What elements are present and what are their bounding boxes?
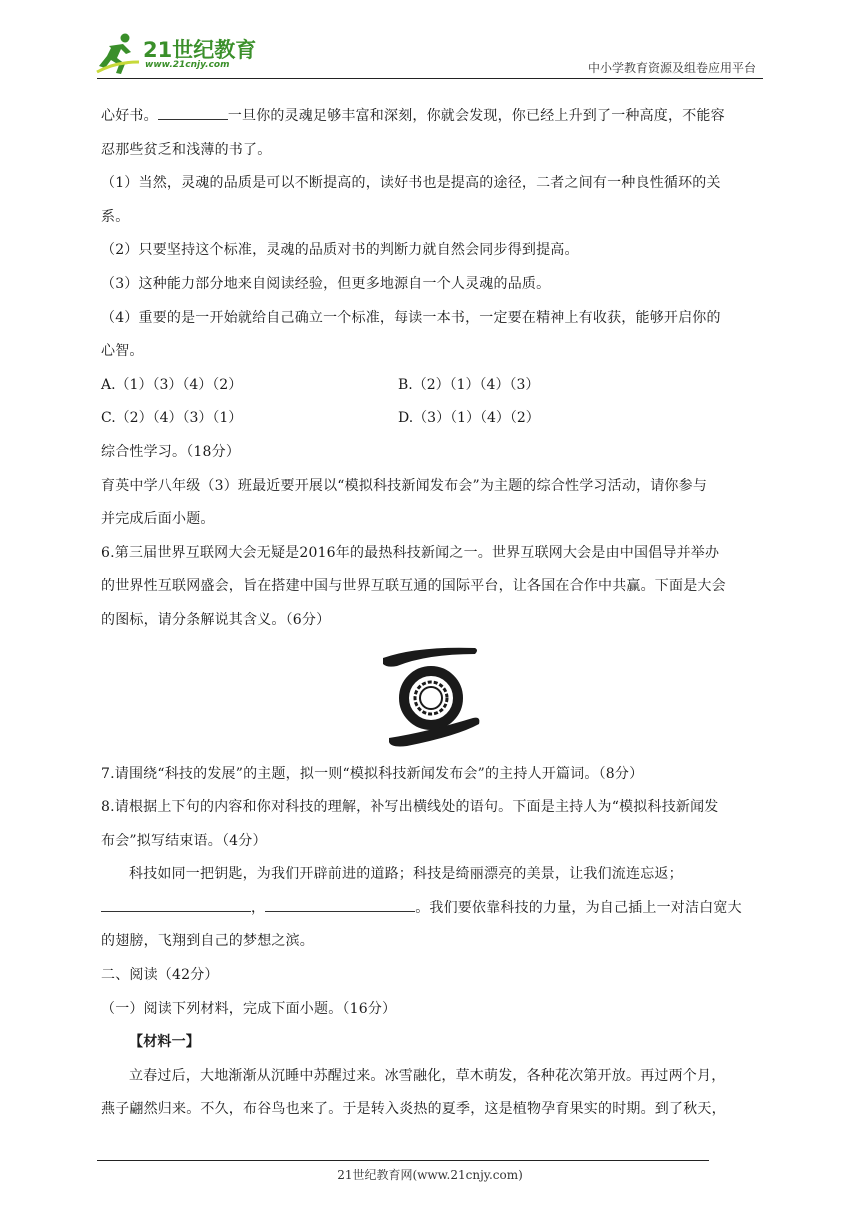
question-6: 6.第三届世界互联网大会无疑是2016年的最热科技新闻之一。世界互联网大会是由中国倡导并举办 <box>101 544 720 561</box>
question-6-cont: 的图标，请分条解说其含义。（6分） <box>101 611 331 628</box>
question-8: 8.请根据上下句的内容和你对科技的理解，补写出横线处的语句。下面是主持人为“模拟科技新闻发 <box>101 799 719 816</box>
site-logo <box>95 32 265 78</box>
document-body <box>101 100 764 1127</box>
option-d: D.（3）（1）（4）（2） <box>398 410 540 427</box>
material-label: 【材料一】 <box>129 1034 200 1051</box>
sentence-1: （1）当然，灵魂的品质是可以不断提高的，读好书也是提高的途径，二者之间有一种良性循环的关 <box>101 175 721 192</box>
question-8-cont: 布会”拟写结束语。（4分） <box>101 832 267 849</box>
conference-emblem-figure <box>101 638 764 758</box>
options-row-1 <box>101 369 764 403</box>
question-7: 7.请围绕“科技的发展”的主题，拟一则“模拟科技新闻发布会”的主持人开篇词。（8分） <box>101 765 644 782</box>
reading-subheading: （一）阅读下列材料，完成下面小题。（16分） <box>101 1000 397 1017</box>
question-6-cont: 的世界性互联网盛会，旨在搭建中国与世界互联互通的国际平台，让各国在合作中共赢。下面是大会 <box>101 578 726 595</box>
sentence-1-cont: 系。 <box>101 208 130 225</box>
page-header <box>0 0 860 80</box>
conference-emblem-icon <box>377 642 485 750</box>
header-divider <box>97 78 763 79</box>
reading-heading: 二、阅读（42分） <box>101 967 219 984</box>
logo-url: www.21cnjy.com <box>145 60 230 70</box>
material-paragraph-cont: 燕子翩然归来。不久，布谷鸟也来了。于是转入炎热的夏季，这是植物孕育果实的时期。到了秋天， <box>101 1101 726 1118</box>
question-8-end: 的翅膀，飞翔到自己的梦想之滨。 <box>101 933 314 950</box>
question-8-blanks: ， 。我们要依靠科技的力量，为自己插上一对洁白宽大 <box>101 892 764 926</box>
question-8-passage: 科技如同一把钥匙，为我们开辟前进的道路；科技是绮丽漂亮的美景，让我们流连忘返； <box>129 866 683 883</box>
option-b: B.（2）（1）（4）（3） <box>398 376 540 393</box>
material-paragraph: 立春过后，大地渐渐从沉睡中苏醒过来。冰雪融化，草木萌发，各种花次第开放。再过两个月， <box>129 1067 726 1084</box>
text-line: 忍那些贫乏和浅薄的书了。 <box>101 141 272 158</box>
answer-blank <box>265 897 415 912</box>
logo-text: 21世纪教育 <box>143 38 257 62</box>
page-footer: 21世纪教育网(www.21cnjy.com) <box>337 1168 523 1182</box>
intro-line: 并完成后面小题。 <box>101 511 215 528</box>
answer-blank <box>158 105 228 120</box>
intro-line: 育英中学八年级（3）班最近要开展以“模拟科技新闻发布会”为主题的综合性学习活动，请你参与 <box>101 477 708 494</box>
section-heading: 综合性学习。（18分） <box>101 443 241 460</box>
option-c: C.（2）（4）（3）（1） <box>101 410 243 427</box>
answer-blank <box>101 897 251 912</box>
sentence-2: （2）只要坚持这个标准，灵魂的品质对书的判断力就自然会同步得到提高。 <box>101 242 579 259</box>
sentence-4-cont: 心智。 <box>101 343 144 360</box>
sentence-4: （4）重要的是一开始就给自己确立一个标准，每读一本书，一定要在精神上有收获，能够开启你的 <box>101 309 721 326</box>
option-a: A.（1）（3）（4）（2） <box>101 376 243 393</box>
text-line: 心好书。 一旦你的灵魂足够丰富和深刻，你就会发现，你已经上升到了一种高度，不能容 <box>101 100 764 134</box>
sentence-3: （3）这种能力部分地来自阅读经验，但更多地源自一个人灵魂的品质。 <box>101 275 551 292</box>
options-row-2 <box>101 402 764 436</box>
runner-icon <box>95 32 141 76</box>
platform-title: 中小学教育资源及组卷应用平台 <box>587 61 756 75</box>
footer-divider <box>97 1160 709 1161</box>
